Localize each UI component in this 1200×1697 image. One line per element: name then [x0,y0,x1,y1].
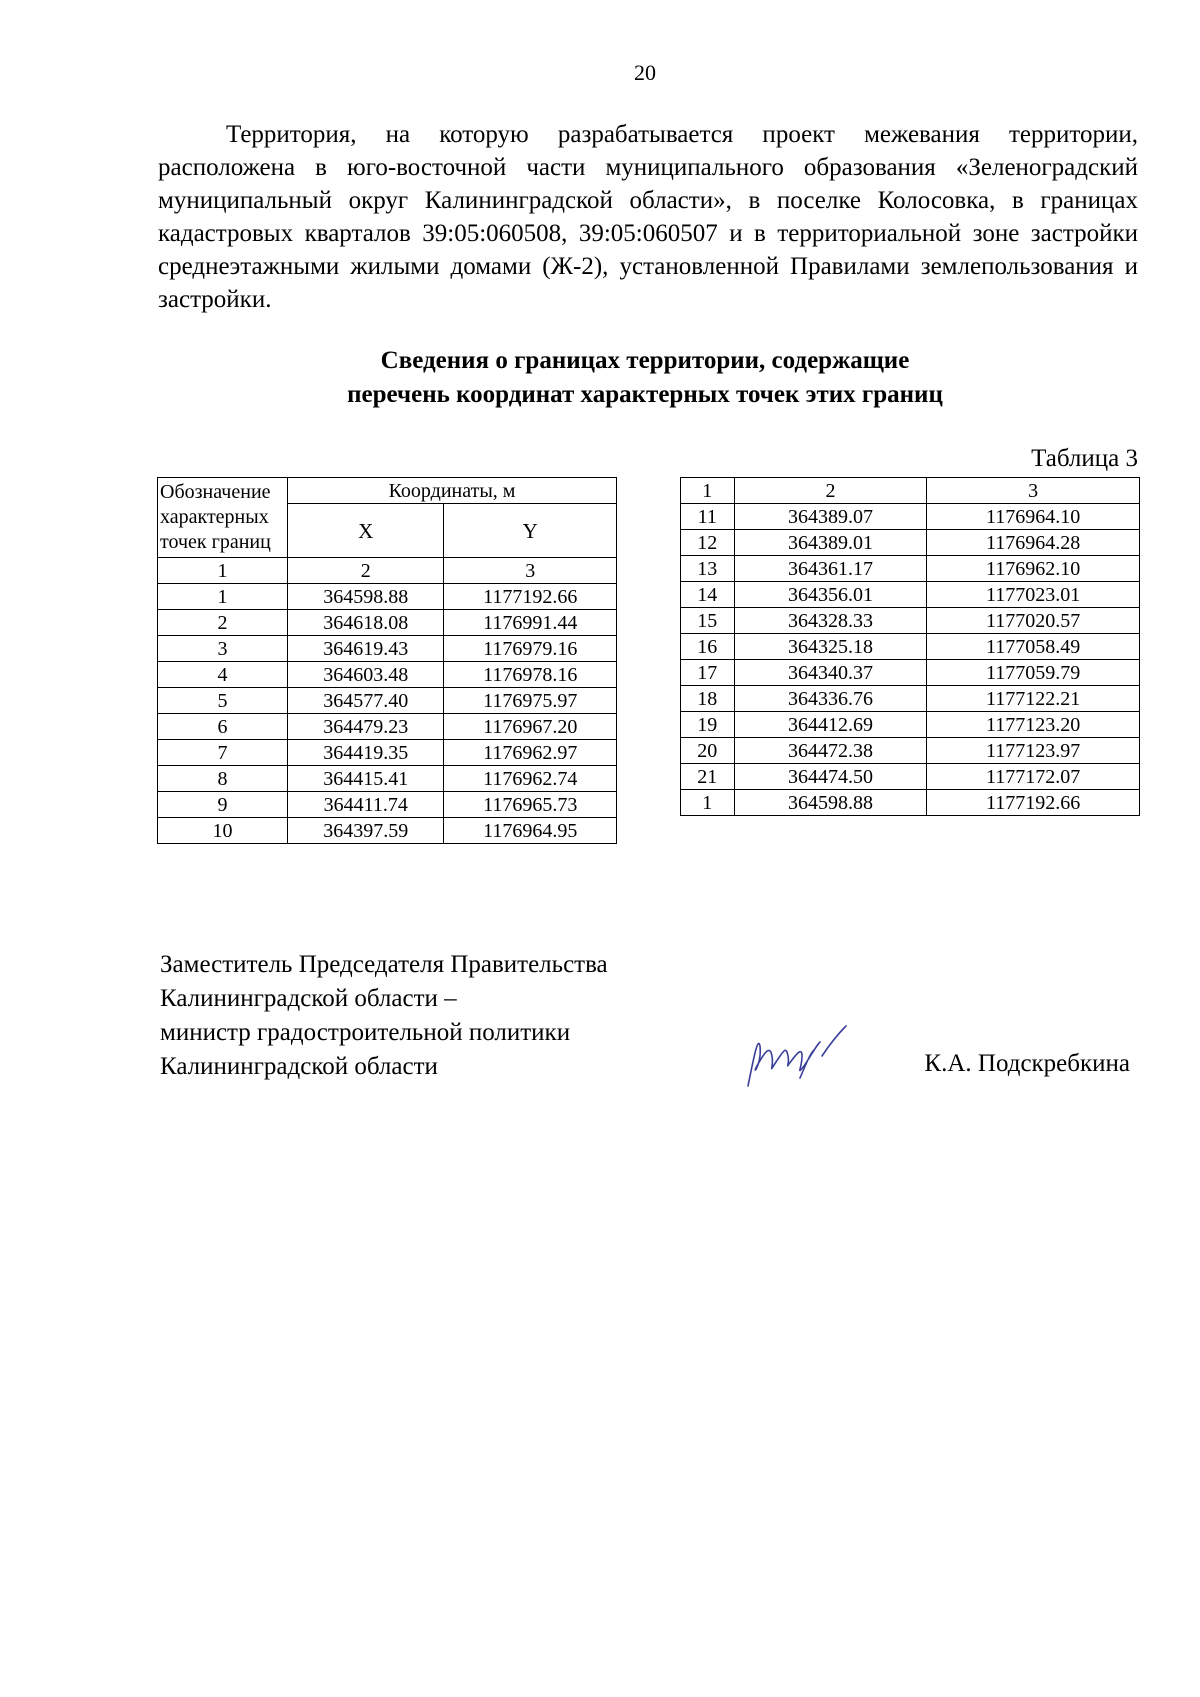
numbering-cell: 1 [158,558,288,584]
intro-paragraph: Территория, на которую разрабатывается проект межевания территории, расположена в юго-восточной части муниципального образования «Зеленоградский муниципальный округ Калининградской области», в поселке Колосовка, в границах кадастровых кварталов 39:05:060508, 39:05:060507 и в территориальной зоне застройки среднеэтажными жилыми домами (Ж-2), установленной Правилами землепользования и застройки. [158,121,1138,313]
y-coordinate-cell: 1177123.20 [927,712,1140,738]
right-table-body [681,478,1140,816]
point-id-cell: 10 [158,818,288,844]
x-coordinate-cell: 364336.76 [734,686,927,712]
table-row [681,608,1140,634]
x-coordinate-cell: 364389.07 [734,504,927,530]
table-row [681,790,1140,816]
point-id-cell: 17 [681,660,735,686]
point-id-cell: 3 [158,636,288,662]
signatory-title-line: Калининградской области – [160,985,457,1012]
table-row [681,504,1140,530]
y-coordinate-cell: 1177023.01 [927,582,1140,608]
y-coordinate-cell: 1176965.73 [444,792,617,818]
point-id-cell: 11 [681,504,735,530]
signatory-name: К.А. Подскребкина [924,1050,1130,1077]
point-id-cell: 21 [681,764,735,790]
x-coordinate-cell: 364412.69 [734,712,927,738]
signatory-title [160,948,608,1084]
coordinates-table-left [157,477,617,844]
signatory-title-line: Заместитель Председателя Правительства [160,951,608,978]
point-id-cell: 16 [681,634,735,660]
handwritten-signature [740,1016,850,1096]
point-id-cell: 20 [681,738,735,764]
table-row [158,792,617,818]
table-row [158,662,617,688]
x-coordinate-cell: 364397.59 [288,818,444,844]
numbering-cell: 2 [288,558,444,584]
table-row [681,738,1140,764]
x-coordinate-cell: 364411.74 [288,792,444,818]
point-id-cell: 8 [158,766,288,792]
x-coordinate-cell: 364472.38 [734,738,927,764]
point-id-cell: 19 [681,712,735,738]
table-caption: Таблица 3 [1031,445,1138,472]
table-row [158,714,617,740]
header-y: Y [444,504,617,558]
header-point-designation: Обозначение характерных точек границ [158,478,288,558]
numbering-row [681,478,1140,504]
y-coordinate-cell: 1176962.74 [444,766,617,792]
y-coordinate-cell: 1177059.79 [927,660,1140,686]
x-coordinate-cell: 364598.88 [734,790,927,816]
x-coordinate-cell: 364619.43 [288,636,444,662]
point-id-cell: 14 [681,582,735,608]
section-title [150,344,1140,412]
point-id-cell: 9 [158,792,288,818]
y-coordinate-cell: 1177122.21 [927,686,1140,712]
numbering-row [158,558,617,584]
y-coordinate-cell: 1176979.16 [444,636,617,662]
signatory-title-line: министр градостроительной политики [160,1019,571,1046]
numbering-cell: 3 [927,478,1140,504]
table-row [681,582,1140,608]
point-id-cell: 15 [681,608,735,634]
table-row [158,636,617,662]
point-id-cell: 6 [158,714,288,740]
x-coordinate-cell: 364474.50 [734,764,927,790]
x-coordinate-cell: 364598.88 [288,584,444,610]
numbering-cell: 1 [681,478,735,504]
point-id-cell: 1 [681,790,735,816]
numbering-cell: 2 [734,478,927,504]
point-id-cell: 5 [158,688,288,714]
table-row [158,740,617,766]
y-coordinate-cell: 1177058.49 [927,634,1140,660]
y-coordinate-cell: 1176962.97 [444,740,617,766]
table-row [681,686,1140,712]
point-id-cell: 1 [158,584,288,610]
table-row [158,766,617,792]
y-coordinate-cell: 1176975.97 [444,688,617,714]
x-coordinate-cell: 364419.35 [288,740,444,766]
x-coordinate-cell: 364415.41 [288,766,444,792]
x-coordinate-cell: 364325.18 [734,634,927,660]
x-coordinate-cell: 364603.48 [288,662,444,688]
point-id-cell: 13 [681,556,735,582]
section-title-line: Сведения о границах территории, содержащие [380,347,910,374]
table-row [681,556,1140,582]
y-coordinate-cell: 1177192.66 [927,790,1140,816]
x-coordinate-cell: 364618.08 [288,610,444,636]
table-row [158,818,617,844]
table-row [158,584,617,610]
y-coordinate-cell: 1176964.10 [927,504,1140,530]
point-id-cell: 12 [681,530,735,556]
left-table-body [158,558,617,844]
point-id-cell: 18 [681,686,735,712]
table-row [681,634,1140,660]
x-coordinate-cell: 364328.33 [734,608,927,634]
x-coordinate-cell: 364479.23 [288,714,444,740]
header-coordinates: Координаты, м [288,478,617,504]
table-row [158,610,617,636]
header-x: X [288,504,444,558]
x-coordinate-cell: 364577.40 [288,688,444,714]
numbering-cell: 3 [444,558,617,584]
section-title-line: перечень координат характерных точек этих границ [347,381,943,408]
y-coordinate-cell: 1177123.97 [927,738,1140,764]
y-coordinate-cell: 1176964.95 [444,818,617,844]
point-id-cell: 7 [158,740,288,766]
page-number: 20 [634,60,656,85]
x-coordinate-cell: 364389.01 [734,530,927,556]
y-coordinate-cell: 1177020.57 [927,608,1140,634]
coordinates-table-right [680,477,1140,816]
y-coordinate-cell: 1176962.10 [927,556,1140,582]
point-id-cell: 2 [158,610,288,636]
table-row [681,530,1140,556]
y-coordinate-cell: 1176964.28 [927,530,1140,556]
table-row [158,688,617,714]
y-coordinate-cell: 1176967.20 [444,714,617,740]
y-coordinate-cell: 1177172.07 [927,764,1140,790]
y-coordinate-cell: 1176991.44 [444,610,617,636]
table-row [681,764,1140,790]
signatory-title-line: Калининградской области [160,1053,438,1080]
table-row [681,712,1140,738]
point-id-cell: 4 [158,662,288,688]
table-row [681,660,1140,686]
y-coordinate-cell: 1177192.66 [444,584,617,610]
y-coordinate-cell: 1176978.16 [444,662,617,688]
x-coordinate-cell: 364356.01 [734,582,927,608]
x-coordinate-cell: 364340.37 [734,660,927,686]
x-coordinate-cell: 364361.17 [734,556,927,582]
